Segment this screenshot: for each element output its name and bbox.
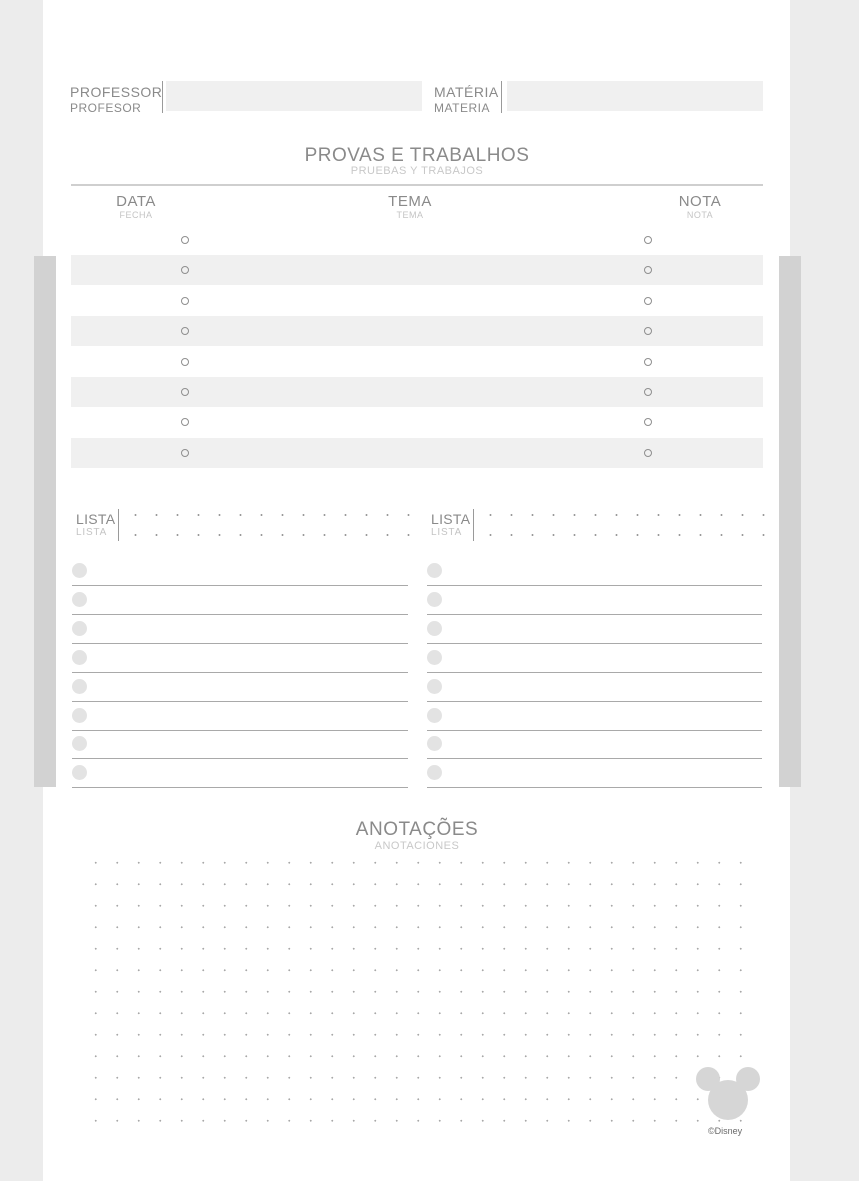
- list-right-dotline-bottom: [480, 534, 765, 536]
- tests-rule: [71, 184, 763, 186]
- column-nota-sub: NOTA: [686, 210, 714, 220]
- grade-ring-icon: [644, 449, 652, 457]
- checkbox-circle-icon[interactable]: [427, 592, 442, 607]
- list-left-item[interactable]: [72, 759, 408, 788]
- checkbox-circle-icon[interactable]: [427, 679, 442, 694]
- date-ring-icon: [181, 297, 189, 305]
- list-left-item[interactable]: [72, 702, 408, 731]
- list-right-item[interactable]: [427, 644, 762, 673]
- test-row[interactable]: [71, 316, 763, 346]
- column-nota-label: NOTA: [678, 193, 722, 210]
- column-tema-sub: TEMA: [396, 210, 424, 220]
- materia-label: [434, 85, 499, 114]
- list-left-item[interactable]: [72, 615, 408, 644]
- test-row[interactable]: [71, 377, 763, 407]
- test-row[interactable]: [71, 407, 763, 437]
- test-row[interactable]: [71, 438, 763, 468]
- materia-label-sub: MATERIA: [434, 101, 490, 115]
- grade-ring-icon: [644, 236, 652, 244]
- column-tema-label: TEMA: [388, 193, 432, 210]
- materia-field[interactable]: [507, 81, 763, 111]
- grade-ring-icon: [644, 266, 652, 274]
- list-left-dotline-top: [125, 514, 410, 516]
- checkbox-circle-icon[interactable]: [427, 765, 442, 780]
- column-nota: [660, 194, 740, 220]
- list-left-item[interactable]: [72, 644, 408, 673]
- checkbox-circle-icon[interactable]: [72, 679, 87, 694]
- checkbox-circle-icon[interactable]: [72, 650, 87, 665]
- list-left-dotline-bottom: [125, 534, 410, 536]
- list-right-item[interactable]: [427, 586, 762, 615]
- list-left-label: [76, 512, 115, 538]
- column-tema: [350, 194, 470, 220]
- checkbox-circle-icon[interactable]: [427, 563, 442, 578]
- grade-ring-icon: [644, 358, 652, 366]
- materia-separator: [501, 81, 502, 113]
- mickey-head-icon: [695, 1066, 761, 1122]
- tests-title: PROVAS E TRABALHOS: [304, 145, 530, 166]
- date-ring-icon: [181, 449, 189, 457]
- list-left-item[interactable]: [72, 557, 408, 586]
- test-row[interactable]: [71, 347, 763, 377]
- date-ring-icon: [181, 266, 189, 274]
- writing-line: [427, 787, 762, 788]
- date-ring-icon: [181, 388, 189, 396]
- professor-label-sub: PROFESOR: [70, 101, 142, 115]
- professor-separator: [162, 81, 163, 113]
- grade-ring-icon: [644, 418, 652, 426]
- left-side-tab: [34, 256, 56, 787]
- test-row[interactable]: [71, 255, 763, 285]
- checkbox-circle-icon[interactable]: [72, 765, 87, 780]
- date-ring-icon: [181, 236, 189, 244]
- list-right-label: [431, 512, 470, 538]
- checkbox-circle-icon[interactable]: [72, 563, 87, 578]
- checkbox-circle-icon[interactable]: [427, 708, 442, 723]
- notes-dot-grid[interactable]: [85, 852, 745, 1124]
- list-right-item[interactable]: [427, 673, 762, 702]
- checkbox-circle-icon[interactable]: [72, 621, 87, 636]
- list-right-item[interactable]: [427, 730, 762, 759]
- professor-label-main: PROFESSOR: [70, 84, 163, 100]
- date-ring-icon: [181, 358, 189, 366]
- date-ring-icon: [181, 327, 189, 335]
- list-left-separator: [118, 509, 119, 541]
- list-right-title: LISTA: [431, 511, 471, 527]
- checkbox-circle-icon[interactable]: [427, 650, 442, 665]
- list-left-title: LISTA: [76, 511, 116, 527]
- checkbox-circle-icon[interactable]: [72, 708, 87, 723]
- checkbox-circle-icon[interactable]: [427, 621, 442, 636]
- materia-label-main: MATÉRIA: [434, 84, 499, 100]
- checkbox-circle-icon[interactable]: [72, 592, 87, 607]
- tests-subtitle: PRUEBAS Y TRABAJOS: [350, 165, 484, 177]
- professor-field[interactable]: [166, 81, 422, 111]
- professor-label: [70, 85, 162, 114]
- grade-ring-icon: [644, 297, 652, 305]
- column-data: [96, 194, 176, 220]
- list-right-item[interactable]: [427, 759, 762, 788]
- list-right-separator: [473, 509, 474, 541]
- list-right-dotline-top: [480, 514, 765, 516]
- grade-ring-icon: [644, 388, 652, 396]
- copyright-text: ©Disney: [708, 1126, 743, 1136]
- checkbox-circle-icon[interactable]: [72, 736, 87, 751]
- date-ring-icon: [181, 418, 189, 426]
- notes-title: ANOTAÇÕES: [355, 819, 479, 840]
- checkbox-circle-icon[interactable]: [427, 736, 442, 751]
- grade-ring-icon: [644, 327, 652, 335]
- list-right-sub: LISTA: [431, 527, 463, 538]
- column-data-label: DATA: [116, 193, 156, 210]
- list-left-item[interactable]: [72, 586, 408, 615]
- right-side-tab: [779, 256, 801, 787]
- column-data-sub: FECHA: [119, 210, 153, 220]
- list-right-item[interactable]: [427, 557, 762, 586]
- test-row[interactable]: [71, 286, 763, 316]
- list-left-item[interactable]: [72, 730, 408, 759]
- writing-line: [72, 787, 408, 788]
- list-right-item[interactable]: [427, 702, 762, 731]
- list-left-sub: LISTA: [76, 527, 108, 538]
- test-row[interactable]: [71, 225, 763, 255]
- notes-subtitle: ANOTACIONES: [374, 840, 460, 852]
- list-right-item[interactable]: [427, 615, 762, 644]
- list-left-item[interactable]: [72, 673, 408, 702]
